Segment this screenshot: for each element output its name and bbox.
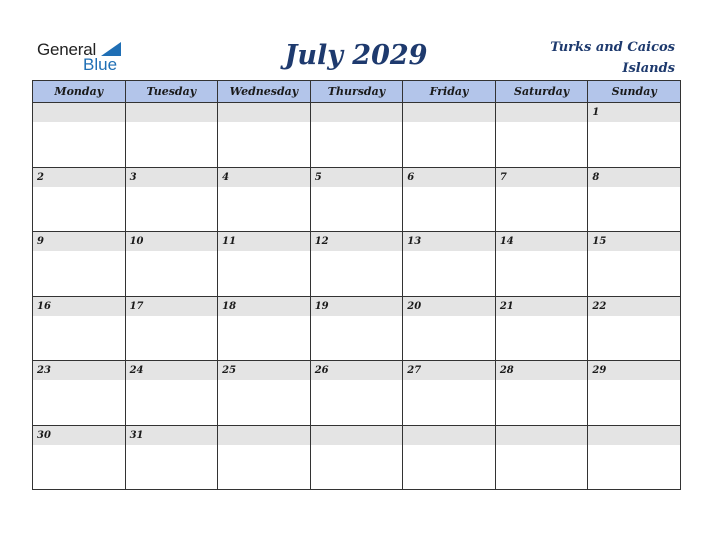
logo-triangle-icon [101, 42, 121, 56]
day-cell [310, 167, 403, 232]
day-number: 23 [33, 361, 125, 380]
day-cell [218, 167, 311, 232]
day-number [311, 426, 403, 445]
day-number: 6 [403, 168, 495, 187]
day-cell [218, 361, 311, 426]
day-number: 26 [311, 361, 403, 380]
day-cell [495, 296, 588, 361]
region-name: Turks and Caicos Islands [550, 40, 675, 76]
day-cell [403, 361, 496, 426]
day-cell [125, 296, 218, 361]
week-row [33, 425, 681, 490]
day-cell [218, 103, 311, 168]
weekday-header: Wednesday [218, 81, 311, 103]
day-number [496, 426, 588, 445]
day-cell [588, 167, 681, 232]
week-row [33, 167, 681, 232]
day-number [126, 103, 218, 122]
day-number: 14 [496, 232, 588, 251]
weekday-header-row [33, 81, 681, 103]
day-cell [33, 232, 126, 297]
day-number: 18 [218, 297, 310, 316]
day-number: 15 [588, 232, 680, 251]
day-cell [125, 425, 218, 490]
weekday-header: Friday [403, 81, 496, 103]
weekday-header: Thursday [310, 81, 403, 103]
weekday-header: Tuesday [125, 81, 218, 103]
day-number: 13 [403, 232, 495, 251]
day-number: 21 [496, 297, 588, 316]
day-cell [403, 425, 496, 490]
day-number: 17 [126, 297, 218, 316]
day-cell [588, 232, 681, 297]
day-number: 27 [403, 361, 495, 380]
day-number [33, 103, 125, 122]
day-cell [218, 232, 311, 297]
day-cell [33, 296, 126, 361]
weekday-header: Saturday [495, 81, 588, 103]
day-number: 22 [588, 297, 680, 316]
day-number: 5 [311, 168, 403, 187]
day-number: 24 [126, 361, 218, 380]
day-number: 29 [588, 361, 680, 380]
day-number [218, 426, 310, 445]
day-number: 16 [33, 297, 125, 316]
day-cell [125, 167, 218, 232]
day-cell [495, 361, 588, 426]
day-number: 9 [33, 232, 125, 251]
day-number: 25 [218, 361, 310, 380]
generalblue-logo [37, 40, 127, 74]
day-number [588, 426, 680, 445]
day-number [496, 103, 588, 122]
day-cell [403, 103, 496, 168]
day-cell [588, 103, 681, 168]
day-cell [310, 361, 403, 426]
logo-word-general: General [37, 40, 97, 59]
day-cell [125, 361, 218, 426]
week-row [33, 296, 681, 361]
day-cell [218, 425, 311, 490]
week-row [33, 361, 681, 426]
day-cell [495, 167, 588, 232]
day-number [218, 103, 310, 122]
day-number [403, 426, 495, 445]
day-cell [310, 296, 403, 361]
day-cell [403, 232, 496, 297]
day-number: 4 [218, 168, 310, 187]
day-number: 30 [33, 426, 125, 445]
day-cell [310, 232, 403, 297]
day-cell [218, 296, 311, 361]
day-cell [125, 232, 218, 297]
weekday-header: Monday [33, 81, 126, 103]
day-number: 28 [496, 361, 588, 380]
day-number: 8 [588, 168, 680, 187]
day-number: 7 [496, 168, 588, 187]
logo-word-blue: Blue [83, 55, 118, 74]
day-cell [33, 103, 126, 168]
day-cell [403, 167, 496, 232]
day-number [311, 103, 403, 122]
day-cell [495, 232, 588, 297]
day-number: 12 [311, 232, 403, 251]
day-number: 20 [403, 297, 495, 316]
day-cell [495, 103, 588, 168]
day-number: 3 [126, 168, 218, 187]
day-cell [33, 167, 126, 232]
day-cell [310, 425, 403, 490]
day-cell [588, 361, 681, 426]
day-cell [495, 425, 588, 490]
day-cell [310, 103, 403, 168]
day-cell [588, 296, 681, 361]
week-row [33, 103, 681, 168]
day-number: 19 [311, 297, 403, 316]
calendar-title: July 2029 [284, 40, 428, 71]
day-cell [125, 103, 218, 168]
day-number: 11 [218, 232, 310, 251]
day-number: 1 [588, 103, 680, 122]
day-number: 2 [33, 168, 125, 187]
day-cell [588, 425, 681, 490]
day-cell [403, 296, 496, 361]
day-number: 10 [126, 232, 218, 251]
week-row [33, 232, 681, 297]
day-number: 31 [126, 426, 218, 445]
day-cell [33, 361, 126, 426]
day-cell [33, 425, 126, 490]
day-number [403, 103, 495, 122]
weekday-header: Sunday [588, 81, 681, 103]
calendar-grid [32, 80, 681, 490]
